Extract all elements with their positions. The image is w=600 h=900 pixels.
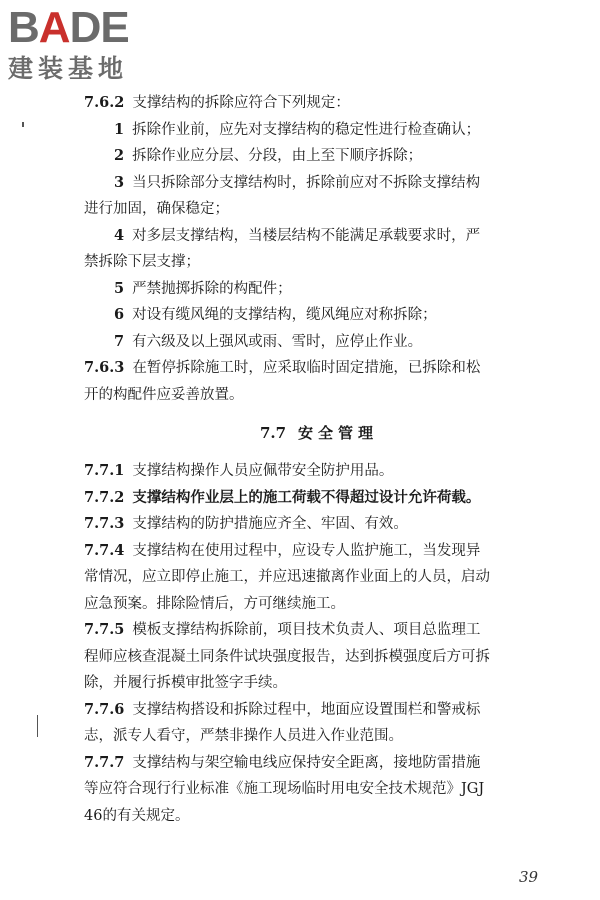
list-item: 7 有六级及以上强风或雨、雪时，应停止作业。 [114, 332, 423, 350]
clause-continuation: 志，派专人看守，严禁非操作人员进入作业范围。 [84, 728, 403, 744]
clause-7-7-7: 7.7.7 支撑结构与架空输电线应保持安全距离，接地防雷措施 [84, 753, 481, 771]
list-item: 1 拆除作业前，应先对支撑结构的稳定性进行检查确认； [114, 120, 481, 138]
clause-7-6-3: 7.6.3 在暂停拆除施工时，应采取临时固定措施，已拆除和松 [84, 359, 481, 376]
page-body [84, 90, 554, 829]
section-heading-7-7: 7.7 安全管理 [259, 424, 379, 442]
clause-continuation: 程师应核查混凝土同条件试块强度报告，达到拆模强度后方可拆 [84, 648, 490, 665]
list-item: 4 对多层支撑结构，当楼层结构不能满足承载要求时，严 [114, 226, 481, 244]
clause-7-7-4: 7.7.4 支撑结构在使用过程中，应设专人监护施工，当发现异 [84, 541, 481, 559]
clause-continuation: 除，并履行拆模审批签字手续。 [84, 675, 287, 691]
clause-continuation: 46的有关规定。 [84, 807, 190, 824]
logo-subtitle: 建装基地 [8, 54, 129, 83]
list-item-continuation: 禁拆除下层支撑； [84, 254, 200, 270]
clause-continuation: 等应符合现行行业标准《施工现场临时用电安全技术规范》JGJ [84, 781, 485, 797]
page-number: 39 [519, 868, 539, 886]
clause-7-7-2: 7.7.2 支撑结构作业层上的施工荷载不得超过设计允许荷载。 [84, 488, 481, 506]
clause-continuation: 开的构配件应妥善放置。 [84, 386, 244, 403]
clause-7-7-1: 7.7.1 支撑结构操作人员应佩带安全防护用品。 [84, 462, 394, 479]
clause-continuation: 常情况，应立即停止施工，并应迅速撤离作业面上的人员，启动 [84, 569, 490, 585]
clause-7-7-5: 7.7.5 模板支撑结构拆除前，项目技术负责人、项目总监理工 [84, 621, 481, 638]
logo-wordmark: BADE [8, 3, 129, 52]
list-item: 6 对设有缆风绳的支撑结构，缆风绳应对称拆除； [114, 306, 437, 323]
clause-7-7-6: 7.7.6 支撑结构搭设和拆除过程中，地面应设置围栏和警戒标 [84, 700, 481, 718]
list-item: 3 当只拆除部分支撑结构时，拆除前应对不拆除支撑结构 [114, 173, 481, 191]
clause-7-7-3: 7.7.3 支撑结构的防护措施应齐全、牢固、有效。 [84, 515, 408, 532]
brand-logo [8, 3, 183, 92]
margin-mark [37, 715, 38, 737]
clause-7-6-2: 7.6.2 支撑结构的拆除应符合下列规定： [84, 94, 350, 111]
clause-continuation: 应急预案。排除险情后，方可继续施工。 [84, 595, 345, 612]
list-item: 5 严禁抛掷拆除的构配件； [114, 279, 292, 297]
list-item-continuation: 进行加固，确保稳定； [84, 201, 229, 217]
margin-mark [22, 122, 24, 127]
list-item: 2 拆除作业应分层、分段，由上至下顺序拆除； [114, 147, 423, 164]
